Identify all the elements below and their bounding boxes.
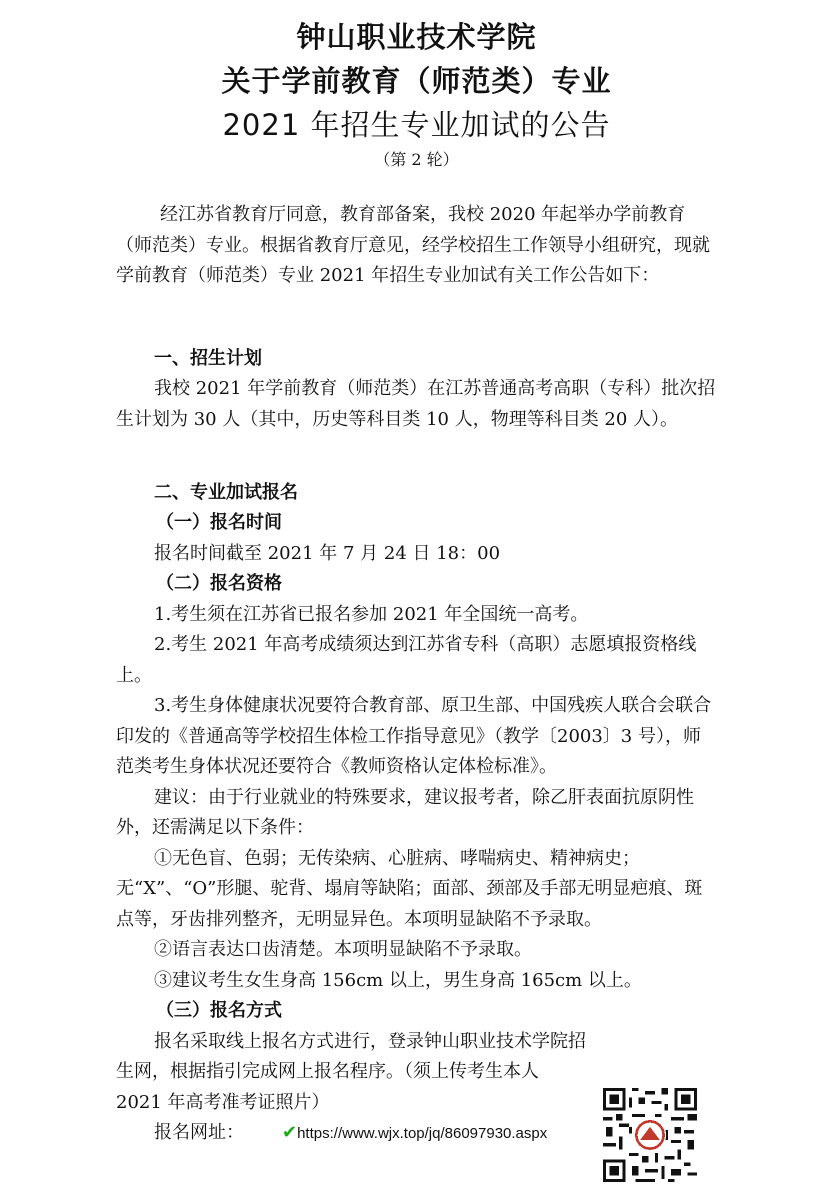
school-name: 钟山职业技术学院 xyxy=(296,20,537,54)
intro-block xyxy=(116,200,716,292)
sub2-heading: （二）报名资格 xyxy=(156,573,282,594)
url-label: 报名网址： xyxy=(154,1122,244,1143)
checkmark-logo-icon: ✔ xyxy=(282,1122,298,1143)
intro-paragraph: 经江苏省教育厅同意，教育部备案，我校 2020 年起举办学前教育（师范类）专业。根据省教育厅意见，经学校招生工作领导小组研究，现就学前教育（师范类）专业 2021 年招生专业加试有关工作公告如下： xyxy=(116,204,710,286)
section1-text: 我校 2021 年学前教育（师范类）在江苏普通高考高职（专科）批次招生计划为 30 人（其中，历史等科目类 10 人，物理等科目类 20 人）。 xyxy=(116,378,716,430)
section2-heading: 二、专业加试报名 xyxy=(154,482,298,503)
title-line-major: 关于学前教育（师范类）专业 xyxy=(221,64,612,98)
section1-block xyxy=(116,374,716,435)
sub3-text: 报名采取线上报名方式进行，登录钟山职业技术学院招生网，根据指引完成网上报名程序。（须上传考生本人 2021 年高考准考证照片） xyxy=(116,1030,586,1113)
sub1-heading: （一）报名时间 xyxy=(156,512,282,533)
title-line-announcement: 2021 年招生专业加试的公告 xyxy=(222,108,611,142)
sub3-heading: （三）报名方式 xyxy=(156,1000,282,1021)
round-label: （第 2 轮） xyxy=(374,150,459,169)
sub2-item1: 1.考生须在江苏省已报名参加 2021 年全国统一高考。 xyxy=(154,603,589,625)
sub2-item2: 2.考生 2021 年高考成绩须达到江苏省专科（高职）志愿填报资格线上。 xyxy=(116,634,697,686)
sub2-cond1: ①无色盲、色弱；无传染病、心脏病、哮喘病史、精神病史；无“X”、“O”形腿、驼背、塌肩等缺陷；面部、颈部及手部无明显疤痕、斑点等，牙齿排列整齐，无明显异色。本项明显缺陷不予录取。 xyxy=(116,847,703,930)
qr-code-icon[interactable] xyxy=(603,1088,697,1182)
sub2-cond2: ②语言表达口齿清楚。本项明显缺陷不予录取。 xyxy=(154,939,532,960)
section1-heading: 一、招生计划 xyxy=(154,348,262,369)
sub2-advice: 建议：由于行业就业的特殊要求，建议报考者，除乙肝表面抗原阴性外，还需满足以下条件： xyxy=(116,786,694,838)
section2-block xyxy=(116,508,716,1150)
sub2-cond3: ③建议考生女生身高 156cm 以上，男生身高 165cm 以上。 xyxy=(154,969,642,991)
registration-url-link[interactable]: https://www.wjx.top/jq/86097930.aspx xyxy=(297,1125,548,1142)
sub2-item3: 3.考生身体健康状况要符合教育部、原卫生部、中国残疾人联合会联合印发的《普通高等学校招生体检工作指导意见》（教学〔2003〕3 号），师范类考生身体状况还要符合《教师资格认定体检标准》。 xyxy=(116,695,712,777)
sub1-text: 报名时间截至 2021 年 7 月 24 日 18：00 xyxy=(154,542,501,564)
